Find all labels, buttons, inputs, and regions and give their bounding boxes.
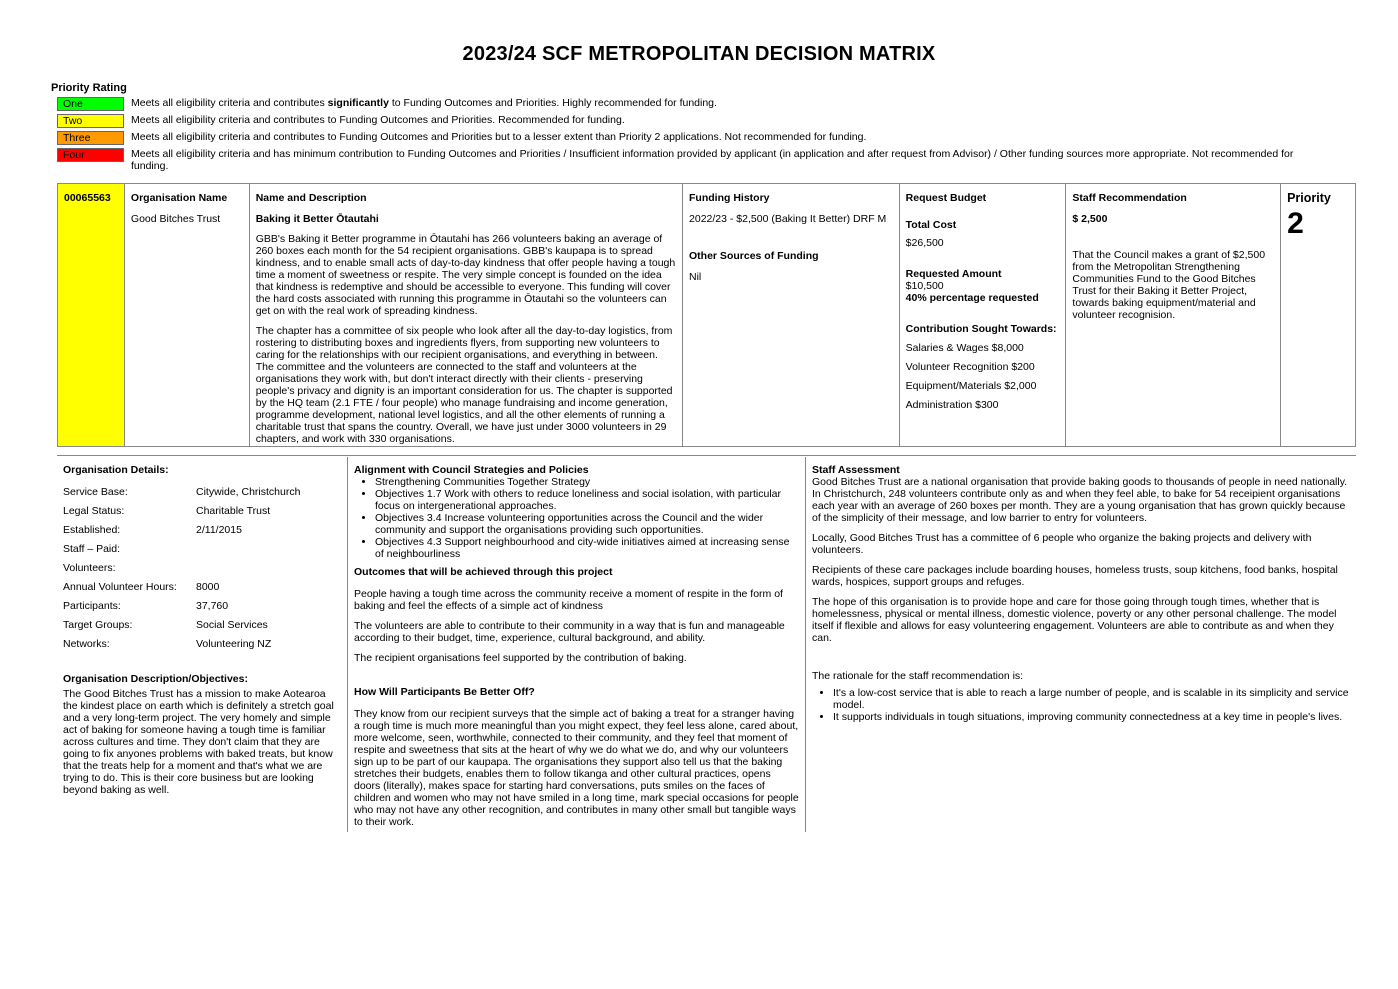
staff-recommendation-cell — [1066, 184, 1281, 446]
staff-assessment-header: Staff Assessment — [812, 464, 900, 476]
org-name: Good Bitches Trust — [130, 213, 221, 225]
contribution-item: Equipment/Materials $2,000 — [905, 380, 1037, 392]
application-id: 00065563 — [64, 192, 111, 204]
outcome-item: The recipient organisations feel supported by the contribution of baking. — [354, 652, 687, 664]
org-description: The Good Bitches Trust has a mission to make Aotearoa the kindest place on earth which is definitely a stretch goal and a very long-term project. The very homely and simple act of baking for someone having a tough time is familiar across cultures and time. They don't claim that they are going to fix anyones problems with baked treats, but know that the treats help for a moment and that's what we are trying to do. This is their core business but are looking beyond baking as well. — [63, 688, 334, 796]
legend-text-one-pre: Meets all eligibility criteria and contributes — [131, 97, 328, 109]
swatch-one: One — [57, 97, 124, 111]
detail-label: Legal Status: — [63, 505, 125, 517]
detail-label: Volunteers: — [63, 562, 116, 574]
org-name-header: Organisation Name — [130, 192, 228, 204]
contribution-item: Administration $300 — [905, 399, 999, 411]
alignment-item: • Objectives 4.3 Support neighbourhood and city-wide initiatives aimed at increasing sense of neighbourliness — [375, 536, 799, 560]
detail-row — [63, 581, 341, 593]
alignment-item: • Objectives 1.7 Work with others to reduce loneliness and social isolation, with particular focus on intergenerational approaches. — [375, 488, 799, 512]
other-sources-header: Other Sources of Funding — [689, 250, 819, 262]
legend-text-four: Meets all eligibility criteria and has minimum contribution to Funding Outcomes and Priorities / Insufficient information provided by applicant (in application and after request from Advisor) / Other funding sources more appropriate. Not recommended for funding. — [131, 148, 1294, 172]
application-table — [57, 183, 1356, 447]
detail-row — [63, 638, 341, 650]
rationale-list — [812, 687, 1350, 723]
swatch-three: Three — [57, 131, 124, 145]
contribution-item: Volunteer Recognition $200 — [905, 361, 1035, 373]
detail-value: 8000 — [196, 581, 220, 593]
contribution-label: Contribution Sought Towards: — [905, 323, 1057, 335]
total-cost-label: Total Cost — [905, 219, 957, 231]
detail-value: 2/11/2015 — [196, 524, 242, 536]
funding-cell — [683, 184, 900, 446]
assessment-paragraph: The hope of this organisation is to provide hope and care for those going through tough times, whether that is homelessness, physical or mental illness, domestic violence, poverty or any other personal challenge. The model itself if flexible and allows for easy volunteering engagement. Volunteers are able to contribute as and when they can. — [812, 596, 1337, 644]
legend-text-one — [131, 97, 717, 109]
outcomes-header: Outcomes that will be achieved through this project — [354, 566, 613, 578]
desc-header: Name and Description — [255, 192, 367, 204]
priority-cell — [1281, 184, 1355, 446]
detail-row — [63, 619, 341, 631]
description-cell — [250, 184, 683, 446]
requested-amount: $10,500 — [905, 280, 944, 292]
funding-header: Funding History — [689, 192, 770, 204]
assessment-paragraph: Recipients of these care packages include boarding houses, homeless trusts, soup kitchens, food banks, hospital wards, hospices, support groups and refuges. — [812, 564, 1338, 588]
better-off-header: How Will Participants Be Better Off? — [354, 686, 535, 698]
contribution-item: Salaries & Wages $8,000 — [905, 342, 1024, 354]
detail-label: Established: — [63, 524, 121, 536]
rationale-header: The rationale for the staff recommendation is: — [812, 670, 1024, 682]
assessment-paragraph: Locally, Good Bitches Trust has a committee of 6 people who organize the baking projects and delivery with volunteers. — [812, 532, 1312, 556]
legend-text-one-bold: significantly — [327, 97, 389, 109]
priority-rating-label: Priority Rating — [51, 82, 127, 94]
alignment-column — [348, 457, 806, 832]
page-title: 2023/24 SCF METROPOLITAN DECISION MATRIX — [462, 43, 936, 65]
desc-paragraph-1: GBB's Baking it Better programme in Ōtautahi has 266 volunteers baking an average of 260 boxes each month for the 54 recipient organisations. GBB's kaupapa is to spread kindness, and to enable small acts of day-to-day kindness that offer people having a tough time a moment of sweetness or respite. The very simple concept is founded on the idea that kindness is redemptive and should be accessible to everyone. This funding will cover the hard costs associated with running this programme in Ōtautahi so the volunteers can get on with the real work of spreading kindness. — [255, 233, 676, 317]
legend-text-one-post: to Funding Outcomes and Priorities. Highly recommended for funding. — [388, 97, 717, 109]
legend-text-three: Meets all eligibility criteria and contributes to Funding Outcomes and Priorities but to a lesser extent than Priority 2 applications. Not recommended for funding. — [131, 131, 867, 143]
staff-rec-amount: $ 2,500 — [1072, 213, 1108, 225]
outcome-item: People having a tough time across the community receive a moment of respite in the form of baking and feel the effects of a simple act of kindness — [354, 588, 783, 612]
detail-label: Participants: — [63, 600, 121, 612]
detail-row — [63, 600, 341, 612]
alignment-list — [354, 476, 799, 560]
org-details-column — [57, 457, 348, 832]
percentage-requested: 40% percentage requested — [905, 292, 1039, 304]
detail-label: Networks: — [63, 638, 110, 650]
section-divider — [57, 455, 1356, 456]
swatch-two: Two — [57, 114, 124, 128]
funding-history: 2022/23 - $2,500 (Baking It Better) DRF M — [689, 213, 887, 225]
detail-row — [63, 543, 341, 555]
detail-label: Service Base: — [63, 486, 128, 498]
org-details-header: Organisation Details: — [63, 464, 169, 476]
staff-rec-text: That the Council makes a grant of $2,500 from the Metropolitan Strengthening Communities Fund to the Good Bitches Trust for their Baking it Better Project, towards baking equipment/material and volunteer recognision. — [1072, 249, 1266, 321]
legend-text-two: Meets all eligibility criteria and contributes to Funding Outcomes and Priorities. Recommended for funding. — [131, 114, 625, 126]
staff-assessment-column — [806, 457, 1356, 832]
detail-row — [63, 505, 341, 517]
detail-row — [63, 486, 341, 498]
rationale-item: • It's a low-cost service that is able to reach a large number of people, and is scalable in its simplicity and service model. — [833, 687, 1350, 711]
details-section — [57, 457, 1356, 832]
detail-value: Social Services — [196, 619, 268, 631]
detail-row — [63, 524, 341, 536]
org-desc-header: Organisation Description/Objectives: — [63, 673, 248, 685]
rationale-item: • It supports individuals in tough situations, improving community connectedness at a key time in people's lives. — [833, 711, 1350, 723]
application-id-cell — [58, 184, 125, 446]
legend-row-two — [57, 114, 1317, 128]
legend-row-three — [57, 131, 1317, 145]
better-off-text: They know from our recipient surveys that the simple act of baking a treat for a stranger having a rough time is much more meaningful than you might expect, they feel less alone, cared about, more welcome, seen, worthwhile, connected to their community, and they feel that moment of respite and sweetness that sits at the heart of why we do what we do, and why our volunteers sign up to be part of our kaupapa. The organisations they support also tell us that the baking stretches their budgets, enables them to follow tikanga and other cultural practices, opens doors (literally), makes space for starting hard conversations, puts smiles on the faces of children and women who may not have smiled in a long time, mark special occasions for people who may not have any other recognition, and contributes in many other small but tangible ways to their work. — [354, 708, 799, 828]
alignment-header: Alignment with Council Strategies and Policies — [354, 464, 589, 476]
detail-value: Volunteering NZ — [196, 638, 272, 650]
detail-value: Citywide, Christchurch — [196, 486, 301, 498]
detail-label: Annual Volunteer Hours: — [63, 581, 177, 593]
detail-label: Target Groups: — [63, 619, 133, 631]
project-name: Baking it Better Ōtautahi — [255, 213, 379, 225]
staff-rec-header: Staff Recommendation — [1072, 192, 1187, 204]
legend-row-four — [57, 148, 1317, 172]
outcome-item: The volunteers are able to contribute to their community in a way that is fun and manageable according to their budget, time, experience, cultural background, and ability. — [354, 620, 785, 644]
detail-row — [63, 562, 341, 574]
detail-value: Charitable Trust — [196, 505, 271, 517]
alignment-item: • Objectives 3.4 Increase volunteering opportunities across the Council and the wider community and support the organisations providing such opportunities. — [375, 512, 799, 536]
requested-label: Requested Amount — [905, 268, 1002, 280]
total-cost: $26,500 — [905, 237, 944, 249]
detail-value: 37,760 — [196, 600, 229, 612]
budget-cell — [900, 184, 1067, 446]
priority-value: 2 — [1287, 207, 1304, 240]
priority-legend — [57, 97, 1317, 175]
legend-row-one — [57, 97, 1317, 111]
desc-paragraph-2: The chapter has a committee of six people who look after all the day-to-day logistics, from rostering to distributing boxes and ingredients flyers, from supporting new volunteers to caring for the relationships with our recipient organisations, and everything in between. The committee and the volunteers are connected to the staff and volunteers at the organisations they work with, but don't interact directly with their clients - preserving people's privacy and dignity is an important consideration for us. The chapter is supported by the HQ team (2.1 FTE / four people) who manage fundraising and income generation, programme development, national level logistics, and all the other elements of running a charitable trust that spans the country. Overall, we have just under 3000 volunteers in 29 chapters, and work with 330 organisations. — [255, 325, 673, 445]
budget-header: Request Budget — [905, 192, 987, 204]
other-sources: Nil — [689, 271, 702, 283]
detail-label: Staff – Paid: — [63, 543, 121, 555]
alignment-item: • Strengthening Communities Together Strategy — [375, 476, 799, 488]
priority-header: Priority — [1287, 191, 1331, 205]
assessment-paragraph: Good Bitches Trust are a national organisation that provide baking goods to thousands of people in need nationally. In Christchurch, 248 volunteers contribute only as and when they feel able, to bake for 54 receipient organisations each year with an average of 260 boxes per month. They are a young organisation that has grown quickly because of the simplicity of their message, and low barrier to entry for volunteers. — [812, 476, 1348, 524]
organisation-cell — [125, 184, 250, 446]
swatch-four: Four — [57, 148, 124, 162]
